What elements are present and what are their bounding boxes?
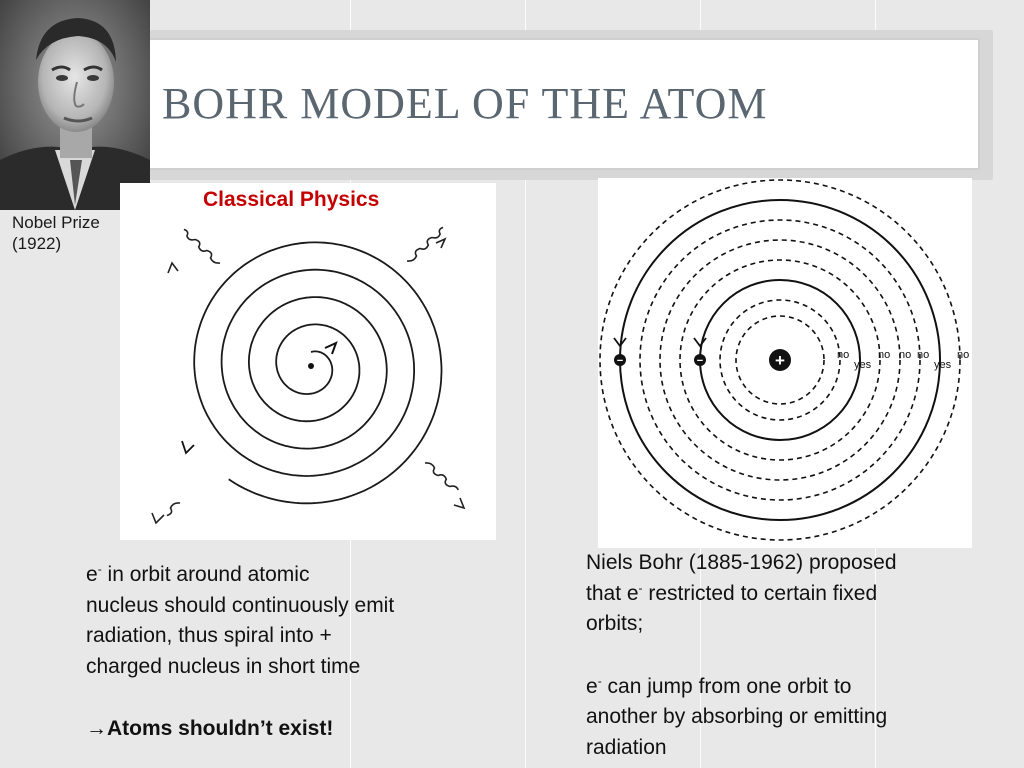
conclusion-text: Atoms shouldn’t exist! bbox=[107, 717, 334, 740]
electron-symbol-text: e bbox=[86, 563, 98, 586]
text-fragment: restricted to certain fixed bbox=[642, 581, 878, 605]
radiation-wave bbox=[165, 500, 180, 517]
text-fragment: can jump from one orbit to bbox=[601, 674, 852, 698]
electron-symbol: − bbox=[696, 355, 704, 367]
orbit-label: no bbox=[837, 349, 850, 361]
orbit-arrowhead bbox=[614, 338, 626, 346]
text-fragment: that e bbox=[586, 581, 639, 605]
text-line: another by absorbing or emitting bbox=[586, 705, 888, 728]
text-line: charged nucleus in short time bbox=[86, 654, 361, 678]
text-line: Niels Bohr (1885-1962) proposed bbox=[586, 551, 897, 574]
caption-line: Nobel Prize bbox=[12, 213, 100, 232]
text-line bbox=[586, 579, 1006, 610]
text-fragment: e bbox=[586, 674, 598, 698]
nucleus-symbol: + bbox=[775, 351, 785, 370]
arrowhead bbox=[454, 498, 464, 508]
text-line bbox=[586, 672, 1006, 703]
caption-line: (1922) bbox=[12, 234, 62, 253]
bohr-explanation bbox=[586, 548, 1006, 763]
classical-explanation bbox=[86, 560, 506, 745]
orbit-label: yes bbox=[934, 359, 952, 371]
radiation-wave bbox=[407, 223, 445, 266]
nucleus-dot bbox=[308, 363, 314, 369]
classical-spiral-diagram bbox=[120, 183, 496, 540]
orbit-label: no bbox=[899, 349, 912, 361]
orbit-label: no bbox=[878, 349, 891, 361]
text-line bbox=[86, 560, 506, 591]
spiral-svg bbox=[120, 183, 496, 540]
orbit-label: no bbox=[917, 349, 930, 361]
portrait-caption bbox=[12, 212, 100, 254]
electron-symbol: − bbox=[616, 355, 624, 367]
title-box bbox=[150, 40, 978, 168]
superscript: - bbox=[638, 580, 643, 595]
superscript: - bbox=[597, 673, 602, 688]
classical-physics-title: Classical Physics bbox=[203, 188, 380, 211]
arrow-glyph: → bbox=[86, 717, 107, 740]
text-line: orbits; bbox=[586, 612, 644, 635]
text-line: radiation bbox=[586, 735, 667, 759]
superscript: - bbox=[97, 562, 102, 576]
arrowhead bbox=[436, 239, 445, 248]
text-line: nucleus should continuously emit bbox=[86, 593, 395, 617]
spiral-path bbox=[194, 242, 441, 503]
bohr-orbit-diagram bbox=[598, 178, 972, 548]
orbit-arrowhead bbox=[694, 338, 706, 346]
text-fragment: in orbit around atomic bbox=[101, 563, 310, 586]
arrowhead bbox=[168, 263, 178, 273]
portrait-photo bbox=[0, 0, 150, 210]
orbit-label: yes bbox=[854, 359, 872, 371]
radiation-wave bbox=[182, 225, 220, 268]
arrowhead bbox=[152, 513, 164, 523]
conclusion-line bbox=[86, 714, 506, 745]
spiral-path-group bbox=[194, 242, 441, 503]
radiation-wave bbox=[425, 458, 459, 496]
slide-title: BOHR MODEL OF THE ATOM bbox=[162, 79, 768, 128]
text-line: radiation, thus spiral into + bbox=[86, 624, 332, 647]
orbit-label: no bbox=[957, 349, 970, 361]
orbit-svg bbox=[598, 178, 972, 548]
spiral-arrowhead bbox=[182, 441, 194, 453]
spiral-arrowhead bbox=[325, 343, 336, 354]
